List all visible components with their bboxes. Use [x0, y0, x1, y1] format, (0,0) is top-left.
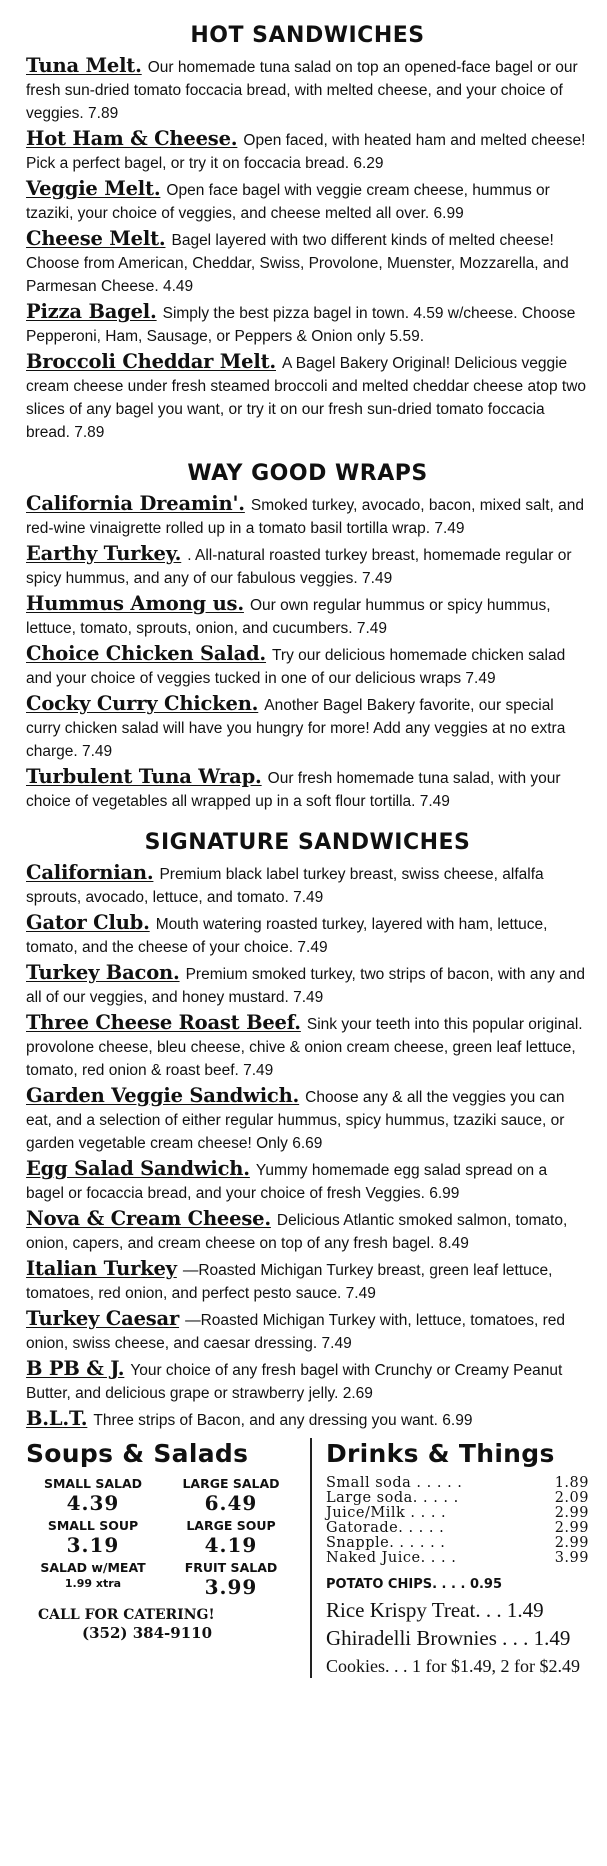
drink-price: 2.99: [554, 1520, 589, 1536]
item-name: Californian.: [26, 861, 154, 884]
menu-item: [26, 1084, 589, 1155]
menu-item: [26, 350, 589, 444]
large-soup-label: LARGE SOUP: [186, 1518, 276, 1533]
item-name: Turbulent Tuna Wrap.: [26, 765, 262, 788]
drink-row: [326, 1476, 589, 1491]
item-name: Egg Salad Sandwich.: [26, 1157, 250, 1180]
item-desc: Our homemade tuna salad on top an opened-face bagel or our fresh sun-dried tomato foccacia bread, with melted cheese, and your choice of veggies. 7.89: [26, 59, 578, 122]
item-desc: Simply the best pizza bagel in town. 4.59 w/cheese. Choose Pepperoni, Ham, Sausage, or Peppers & Onion only 5.59.: [26, 305, 576, 345]
menu-item: [26, 54, 589, 125]
menu-item: [26, 300, 589, 348]
item-desc: —Roasted Michigan Turkey breast, green leaf lettuce, tomatoes, red onion, and perfect pesto sauce. 7.49: [26, 1262, 553, 1302]
item-desc: Another Bagel Bakery favorite, our special curry chicken salad will have you hungry for more! Add any veggies at no extra charge. 7.49: [26, 697, 566, 760]
drink-row: [326, 1506, 589, 1521]
item-name: Garden Veggie Sandwich.: [26, 1084, 300, 1107]
drink-dots: . . . . .: [411, 1475, 463, 1491]
drink-name: Naked Juice: [326, 1550, 421, 1566]
item-name: Turkey Caesar: [26, 1307, 180, 1330]
drink-price: 2.99: [554, 1505, 589, 1521]
item-name: B PB & J.: [26, 1357, 125, 1380]
large-salad-label: LARGE SALAD: [182, 1476, 280, 1491]
drink-row: [326, 1551, 589, 1566]
drink-name: Snapple: [326, 1535, 390, 1551]
menu-item: [26, 227, 589, 298]
item-name: Cheese Melt.: [26, 227, 166, 250]
menu-item: [26, 642, 589, 690]
menu-item: [26, 1157, 589, 1205]
item-name: Broccoli Cheddar Melt.: [26, 350, 276, 373]
fruit-salad: [164, 1560, 298, 1598]
drink-row: [326, 1536, 589, 1551]
potato-chips: POTATO CHIPS. . . . 0.95: [326, 1577, 503, 1592]
item-desc: Try our delicious homemade chicken salad and your choice of veggies tucked in one of our delicious wraps 7.49: [26, 647, 566, 687]
drinks-column: [312, 1438, 589, 1678]
item-name: Cocky Curry Chicken.: [26, 692, 259, 715]
item-desc: Three strips of Bacon, and any dressing you want. 6.99: [93, 1412, 473, 1429]
large-salad-price: 6.49: [204, 1491, 258, 1515]
menu-item: [26, 177, 589, 225]
item-desc: Yummy homemade egg salad spread on a bagel or focaccia bread, and your choice of fresh Veggies. 6.99: [26, 1162, 548, 1202]
drink-price: 3.99: [554, 1550, 589, 1566]
drink-dots: . . . . .: [412, 1490, 459, 1506]
signature-list: [26, 861, 589, 1432]
drink-name: Large soda: [326, 1490, 413, 1506]
menu-item: [26, 1257, 589, 1305]
drinks-title: Drinks & Things: [326, 1439, 555, 1468]
item-desc: . All-natural roasted turkey breast, homemade regular or spicy hummus, and any of our fabulous veggies. 7.49: [26, 547, 572, 587]
item-name: Turkey Bacon.: [26, 961, 180, 984]
item-name: Hot Ham & Cheese.: [26, 127, 238, 150]
small-soup-price: 3.19: [66, 1533, 120, 1557]
section-gap: [26, 446, 589, 460]
drink-row: [326, 1521, 589, 1536]
menu-item: [26, 1357, 589, 1405]
fruit-salad-label: FRUIT SALAD: [184, 1560, 278, 1575]
soups-salads-grid: [26, 1476, 298, 1598]
rice-krispy-treat: Rice Krispy Treat. . . 1.49: [326, 1598, 544, 1622]
drink-price: 2.09: [554, 1490, 589, 1506]
item-desc: Our fresh homemade tuna salad, with your choice of vegetables all wrapped up in a soft flour tortilla. 7.49: [26, 770, 561, 810]
small-salad: [26, 1476, 160, 1514]
large-soup: [164, 1518, 298, 1556]
cookies: Cookies. . . 1 for $1.49, 2 for $2.49: [326, 1656, 580, 1676]
menu-item: [26, 492, 589, 540]
menu-item: [26, 1011, 589, 1082]
section-title-signature-sandwiches: SIGNATURE SANDWICHES: [144, 830, 471, 855]
catering-callout: CALL FOR CATERING!: [38, 1607, 215, 1623]
salad-with-meat-label: SALAD w/MEAT: [40, 1560, 146, 1575]
item-desc: Your choice of any fresh bagel with Crunchy or Creamy Peanut Butter, and delicious grape or strawberry jelly. 2.69: [26, 1362, 563, 1402]
drink-row: [326, 1491, 589, 1506]
menu-item: [26, 1307, 589, 1355]
section-title-wraps: WAY GOOD WRAPS: [187, 461, 428, 486]
menu-item: [26, 127, 589, 175]
item-desc: Our own regular hummus or spicy hummus, lettuce, tomato, sprouts, onion, and cucumbers. 7.49: [26, 597, 551, 637]
item-desc: —Roasted Michigan Turkey with, lettuce, tomatoes, red onion, swiss cheese, and caesar dressing. 7.49: [26, 1312, 565, 1352]
item-desc: Sink your teeth into this popular original. provolone cheese, bleu cheese, chive & onion cream cheese, green leaf lettuce, tomato, red onion & roast beef. 7.49: [26, 1016, 583, 1079]
item-name: Hummus Among us.: [26, 592, 244, 615]
item-desc: Smoked turkey, avocado, bacon, mixed salt, and red-wine vinaigrette rolled up in a tomato basil tortilla wrap. 7.49: [26, 497, 585, 537]
soups-salads-title: Soups & Salads: [26, 1439, 249, 1468]
item-name: Tuna Melt.: [26, 54, 142, 77]
item-name: Pizza Bagel.: [26, 300, 157, 323]
fruit-salad-price: 3.99: [204, 1575, 258, 1599]
item-desc: Delicious Atlantic smoked salmon, tomato, onion, capers, and cream cheese on top of any fresh bagel. 8.49: [26, 1212, 568, 1252]
catering-phone: (352) 384-9110: [82, 1624, 213, 1642]
menu-item: [26, 861, 589, 909]
item-desc: Choose any & all the veggies you can eat, and a selection of either regular hummus, spicy hummus, tzaziki sauce, or garden vegetable cream cheese! Only 6.69: [26, 1089, 565, 1152]
drink-dots: . . . .: [405, 1505, 447, 1521]
item-desc: A Bagel Bakery Original! Delicious veggie cream cheese under fresh steamed broccoli and melted cheddar cheese atop two slices of any bagel you want, or try it on our fresh sun-dried tomato foccacia bread. 7.89: [26, 355, 587, 441]
drink-dots: . . . . .: [398, 1520, 445, 1536]
drinks-list: [326, 1476, 589, 1566]
item-name: Italian Turkey: [26, 1257, 177, 1280]
drink-price: 2.99: [554, 1535, 589, 1551]
menu-item: [26, 911, 589, 959]
menu-item: [26, 961, 589, 1009]
large-soup-price: 4.19: [204, 1533, 258, 1557]
small-salad-label: SMALL SALAD: [43, 1476, 143, 1491]
item-name: Choice Chicken Salad.: [26, 642, 267, 665]
bottom-panel: [26, 1438, 589, 1678]
drink-name: Small soda: [326, 1475, 412, 1491]
large-salad: [164, 1476, 298, 1514]
salad-with-meat: [26, 1560, 160, 1598]
drink-name: Gatorade: [326, 1520, 399, 1536]
item-name: Three Cheese Roast Beef.: [26, 1011, 301, 1034]
item-desc: Bagel layered with two different kinds of melted cheese! Choose from American, Cheddar, Swiss, Provolone, Muenster, Mozzarella, and Parmesan Cheese. 4.49: [26, 232, 569, 295]
small-soup: [26, 1518, 160, 1556]
ghiradelli-brownies: Ghiradelli Brownies . . . 1.49: [326, 1626, 571, 1650]
item-name: Veggie Melt.: [26, 177, 161, 200]
hot-sandwiches-list: [26, 54, 589, 444]
drink-name: Juice/Milk: [326, 1505, 406, 1521]
item-name: Earthy Turkey.: [26, 542, 182, 565]
item-desc: Open face bagel with veggie cream cheese, hummus or tzaziki, your choice of veggies, and cheese melted all over. 6.99: [26, 182, 550, 222]
small-salad-price: 4.39: [66, 1491, 120, 1515]
menu-item: [26, 592, 589, 640]
drink-dots: . . . . . .: [389, 1535, 446, 1551]
item-name: B.L.T.: [26, 1407, 88, 1430]
item-desc: Mouth watering roasted turkey, layered with ham, lettuce, tomato, and the cheese of your choice. 7.49: [26, 916, 548, 956]
menu-item: [26, 542, 589, 590]
salad-with-meat-price: 1.99 xtra: [64, 1577, 122, 1590]
wraps-list: [26, 492, 589, 813]
soups-salads-column: [26, 1438, 312, 1678]
item-desc: Premium smoked turkey, two strips of bacon, with any and all of our veggies, and honey mustard. 7.49: [26, 966, 586, 1006]
menu-item: [26, 1407, 589, 1432]
drink-dots: . . . .: [420, 1550, 457, 1566]
item-name: California Dreamin'.: [26, 492, 245, 515]
item-name: Nova & Cream Cheese.: [26, 1207, 271, 1230]
menu-item: [26, 765, 589, 813]
item-desc: Premium black label turkey breast, swiss cheese, alfalfa sprouts, avocado, lettuce, and tomato. 7.49: [26, 866, 544, 906]
drink-price: 1.89: [554, 1475, 589, 1491]
item-name: Gator Club.: [26, 911, 150, 934]
section-title-hot-sandwiches: HOT SANDWICHES: [190, 23, 425, 48]
section-gap: [26, 815, 589, 829]
small-soup-label: SMALL SOUP: [47, 1518, 139, 1533]
item-desc: Open faced, with heated ham and melted cheese! Pick a perfect bagel, or try it on foccacia bread. 6.29: [26, 132, 586, 172]
menu-item: [26, 1207, 589, 1255]
menu-item: [26, 692, 589, 763]
